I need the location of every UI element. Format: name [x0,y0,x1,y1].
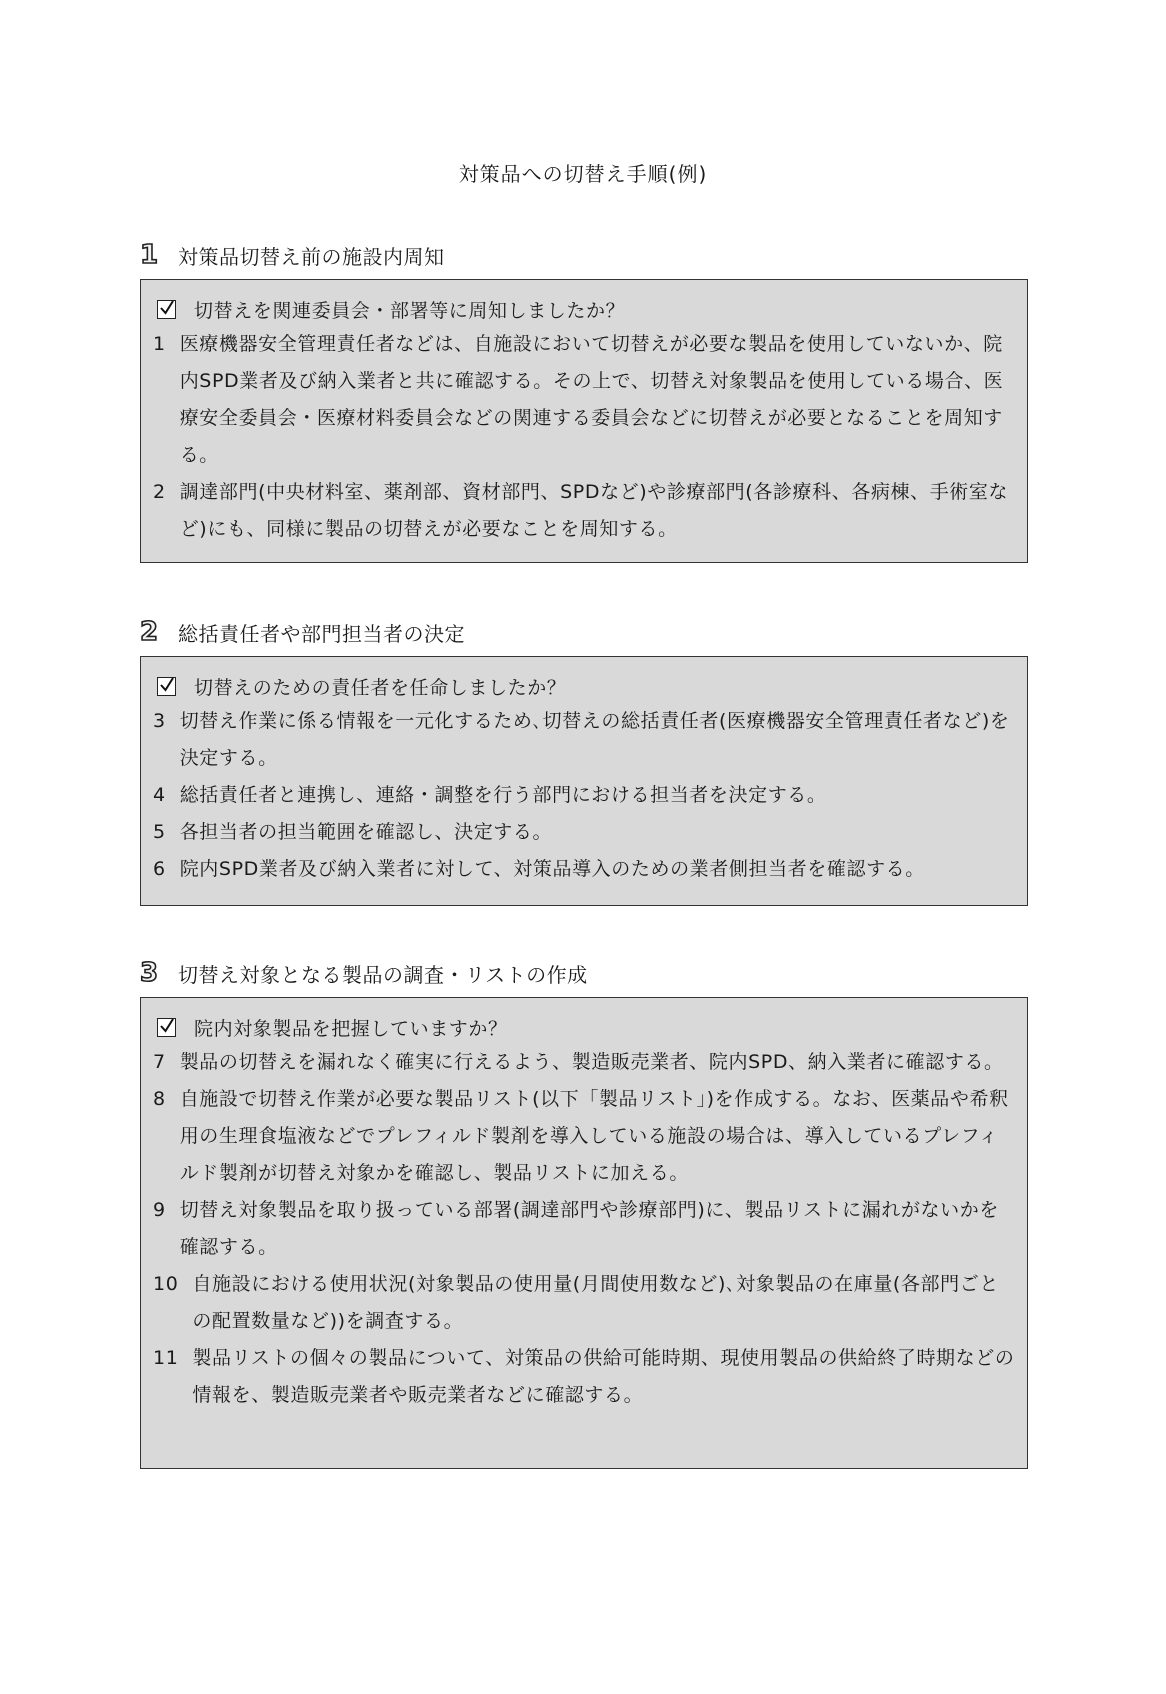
check-row [153,292,1017,326]
section-2 [140,618,1028,906]
check-row [153,1010,1017,1044]
check-row [153,669,1017,703]
list-item [153,1266,1017,1340]
document-title: 対策品への切替え手順(例) [458,162,708,186]
section-title: 総括責任者や部門担当者の決定 [178,621,465,646]
item-text: 調達部門(中央材料室、薬剤部、資材部門、SPDなど)や診療部門(各診療科、各病棟、手術室など)にも、同様に製品の切替えが必要なことを周知する。 [179,481,1009,540]
item-text: 各担当者の担当範囲を確認し、決定する。 [179,821,553,843]
list-item [153,1340,1017,1414]
item-text: 院内SPD業者及び納入業者に対して、対策品導入のための業者側担当者を確認する。 [179,858,925,880]
checklist-box [140,279,1028,563]
list-item [153,1081,1017,1192]
section-title: 対策品切替え前の施設内周知 [178,244,445,269]
check-question: 切替えを関連委員会・部署等に周知しましたか？ [194,299,626,322]
section-heading [140,959,1028,987]
item-text: 切替え対象製品を取り扱っている部署(調達部門や診療部門)に、製品リストに漏れがないかを確認する。 [179,1199,999,1258]
item-number: 2 [153,481,166,503]
item-number: 8 [153,1088,166,1110]
section-1 [140,241,1028,563]
check-question: 切替えのための責任者を任命しましたか？ [194,676,567,699]
section-number: 3 [140,958,159,988]
checklist-box [140,656,1028,906]
check-question: 院内対象製品を把握していますか？ [194,1017,508,1040]
list-item [153,326,1017,474]
item-number: 3 [153,710,166,732]
section-3 [140,959,1028,1469]
item-text: 総括責任者と連携し、連絡・調整を行う部門における担当者を決定する。 [179,784,827,806]
item-number: 6 [153,858,166,880]
item-number: 1 [153,333,166,355]
checkbox-checked-icon[interactable] [157,300,176,319]
item-text: 切替え作業に係る情報を一元化するため､切替えの総括責任者(医療機器安全管理責任者など)を決定する。 [179,710,1010,769]
item-text: 医療機器安全管理責任者などは、自施設において切替えが必要な製品を使用していないか、院内SPD業者及び納入業者と共に確認する。その上で、切替え対象製品を使用している場合、医療安全委員会・医療材料委員会などの関連する委員会などに切替えが必要となることを周知する。 [179,333,1004,466]
checkbox-checked-icon[interactable] [157,677,176,696]
section-heading [140,241,1028,269]
list-item [153,851,1017,888]
list-item [153,777,1017,814]
list-item [153,814,1017,851]
item-text: 自施設で切替え作業が必要な製品リスト(以下「製品リスト」)を作成する。なお、医薬品や希釈用の生理食塩液などでプレフィルド製剤を導入している施設の場合は、導入しているプレフィルド製剤が切替え対象かを確認し、製品リストに加える。 [179,1088,1009,1184]
item-number: 11 [153,1347,179,1369]
item-text: 製品リストの個々の製品について、対策品の供給可能時期、現使用製品の供給終了時期などの情報を、製造販売業者や販売業者などに確認する。 [192,1347,1015,1406]
item-number: 4 [153,784,166,806]
checkbox-checked-icon[interactable] [157,1018,176,1037]
section-title: 切替え対象となる製品の調査・リストの作成 [178,962,588,987]
item-number: 7 [153,1051,166,1073]
list-item [153,1044,1017,1081]
checklist-box [140,997,1028,1469]
section-number: 2 [140,617,159,647]
section-heading [140,618,1028,646]
item-number: 5 [153,821,166,843]
list-item [153,1192,1017,1266]
item-number: 10 [153,1273,179,1295]
list-item [153,703,1017,777]
section-number: 1 [140,240,159,270]
item-text: 製品の切替えを漏れなく確実に行えるよう、製造販売業者、院内SPD、納入業者に確認する。 [179,1051,1004,1073]
item-number: 9 [153,1199,166,1221]
list-item [153,474,1017,548]
item-text: 自施設における使用状況(対象製品の使用量(月間使用数など)､対象製品の在庫量(各部門ごとの配置数量など))を調査する。 [192,1273,999,1332]
